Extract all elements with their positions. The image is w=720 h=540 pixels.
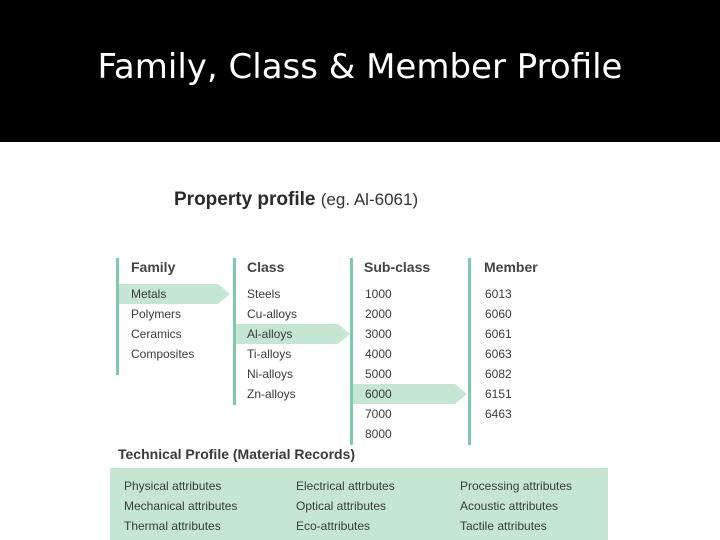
subclass-selection-arrow bbox=[455, 384, 467, 404]
property-profile-example: (eg. Al-6061) bbox=[320, 190, 419, 209]
family-item-polymers[interactable]: Polymers bbox=[131, 307, 182, 321]
member-item-6151[interactable]: 6151 bbox=[485, 387, 512, 401]
member-header: Member bbox=[484, 259, 538, 275]
subclass-item-2000[interactable]: 2000 bbox=[365, 307, 392, 321]
subclass-item-1000[interactable]: 1000 bbox=[365, 287, 392, 301]
mechanical-attributes: Mechanical attributes bbox=[124, 499, 238, 513]
tactile-attributes: Tactile attributes bbox=[460, 519, 547, 533]
processing-attributes: Processing attributes bbox=[460, 479, 573, 493]
technical-profile-col-1 bbox=[124, 476, 237, 536]
technical-profile-col-2 bbox=[296, 476, 395, 536]
class-item-cu-alloys[interactable]: Cu-alloys bbox=[247, 307, 298, 321]
physical-attributes: Physical attributes bbox=[124, 479, 222, 493]
member-item-6060[interactable]: 6060 bbox=[485, 307, 512, 321]
slide-title: Family, Class & Member Profile bbox=[97, 47, 623, 87]
acoustic-attributes: Acoustic attributes bbox=[460, 499, 559, 513]
subclass-column-bar bbox=[350, 258, 353, 445]
subclass-item-3000[interactable]: 3000 bbox=[365, 327, 392, 341]
subclass-item-6000[interactable]: 6000 bbox=[365, 387, 392, 401]
member-item-6063[interactable]: 6063 bbox=[485, 347, 512, 361]
class-item-ni-alloys[interactable]: Ni-alloys bbox=[247, 367, 294, 381]
subclass-header: Sub-class bbox=[364, 259, 431, 275]
eco-attributes: Eco-attributes bbox=[296, 519, 371, 533]
electrical-attributes: Electrical attrbutes bbox=[296, 479, 395, 493]
class-column-bar bbox=[233, 258, 236, 405]
family-selection-arrow bbox=[218, 284, 230, 304]
family-item-composites[interactable]: Composites bbox=[131, 347, 195, 361]
member-list bbox=[478, 284, 512, 424]
class-item-al-alloys[interactable]: Al-alloys bbox=[247, 327, 293, 341]
class-header: Class bbox=[247, 259, 285, 275]
family-item-metals[interactable]: Metals bbox=[131, 287, 167, 301]
member-item-6082[interactable]: 6082 bbox=[485, 367, 512, 381]
member-item-6013[interactable]: 6013 bbox=[485, 287, 512, 301]
family-column-bar bbox=[116, 258, 119, 375]
family-item-ceramics[interactable]: Ceramics bbox=[131, 327, 182, 341]
subclass-item-5000[interactable]: 5000 bbox=[365, 367, 392, 381]
technical-profile-heading: Technical Profile (Material Records) bbox=[118, 446, 356, 462]
thermal-attributes: Thermal attributes bbox=[124, 519, 221, 533]
class-item-ti-alloys[interactable]: Ti-alloys bbox=[247, 347, 292, 361]
class-selection-arrow bbox=[338, 324, 350, 344]
property-profile-label: Property profile bbox=[174, 189, 316, 210]
class-item-steels[interactable]: Steels bbox=[247, 287, 281, 301]
subclass-item-7000[interactable]: 7000 bbox=[365, 407, 392, 421]
subclass-item-8000[interactable]: 8000 bbox=[365, 427, 392, 441]
family-header: Family bbox=[131, 259, 176, 275]
subclass-item-4000[interactable]: 4000 bbox=[365, 347, 392, 361]
optical-attributes: Optical attributes bbox=[296, 499, 387, 513]
property-profile-heading bbox=[174, 188, 418, 212]
subclass-list bbox=[358, 284, 392, 444]
member-column-bar bbox=[468, 258, 471, 445]
class-list bbox=[240, 284, 297, 404]
member-item-6061[interactable]: 6061 bbox=[485, 327, 512, 341]
technical-profile-col-3 bbox=[460, 476, 572, 536]
member-item-6463[interactable]: 6463 bbox=[485, 407, 512, 421]
family-list bbox=[124, 284, 194, 364]
class-item-zn-alloys[interactable]: Zn-alloys bbox=[247, 387, 296, 401]
